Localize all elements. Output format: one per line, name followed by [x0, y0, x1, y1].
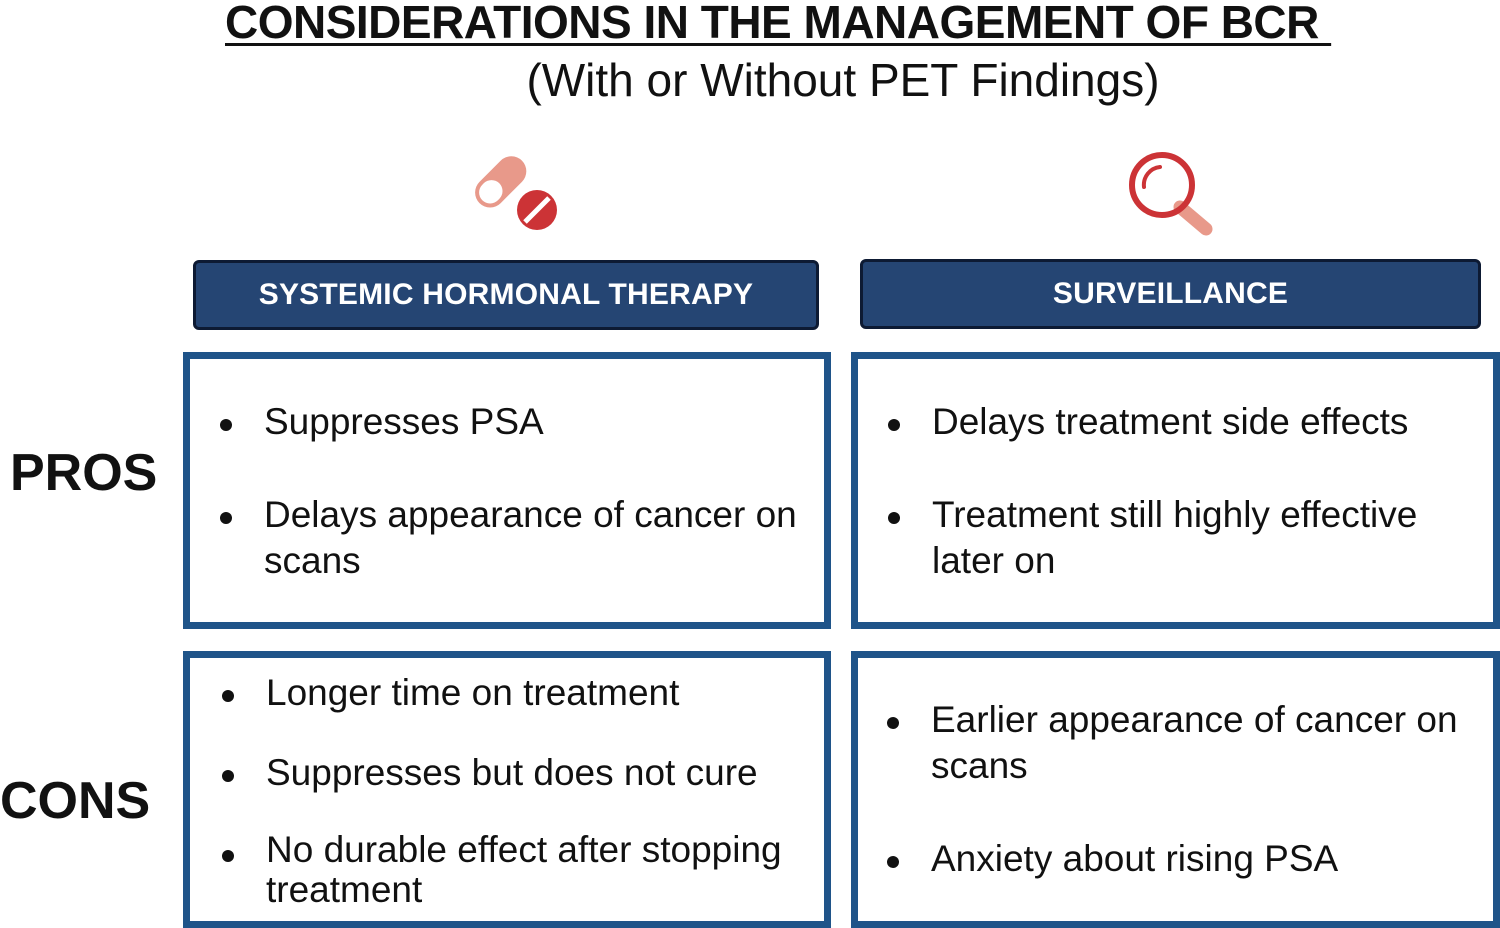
cons-therapy-box — [183, 651, 831, 928]
column-header-surveillance: SURVEILLANCE — [860, 259, 1481, 329]
list-item: Earlier appearance of cancer on scans — [887, 697, 1491, 789]
list-item: Delays appearance of cancer on scans — [220, 492, 824, 584]
pros-surveillance-box — [851, 352, 1500, 629]
row-label-cons: CONS — [0, 772, 151, 830]
magnifier-icon — [1122, 145, 1222, 240]
list-item: Longer time on treatment — [222, 670, 826, 716]
list-item: Suppresses but does not cure — [222, 750, 826, 796]
pros-therapy-box — [183, 352, 831, 629]
column-header-therapy: SYSTEMIC HORMONAL THERAPY — [193, 260, 819, 330]
list-item: Delays treatment side effects — [888, 399, 1492, 445]
page-subtitle: (With or Without PET Findings) — [526, 54, 1160, 106]
row-label-pros: PROS — [10, 444, 158, 502]
page-title: CONSIDERATIONS IN THE MANAGEMENT OF BCR — [225, 0, 1332, 48]
list-item: Treatment still highly effective later on — [888, 492, 1492, 584]
pill-icon — [462, 142, 562, 234]
cons-surveillance-box — [851, 651, 1500, 928]
list-item: Suppresses PSA — [220, 399, 824, 445]
list-item: No durable effect after stopping treatment — [222, 830, 826, 910]
list-item: Anxiety about rising PSA — [887, 836, 1491, 882]
